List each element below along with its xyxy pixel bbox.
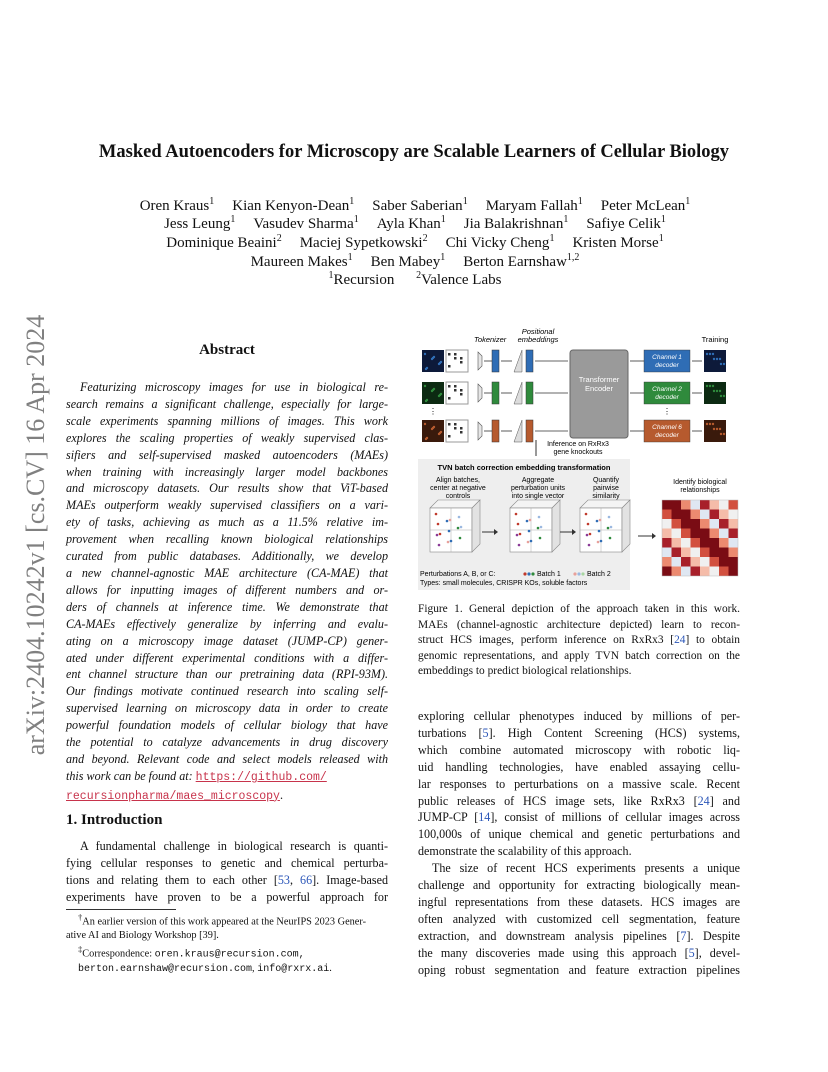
svg-text:Encoder: Encoder [585, 384, 613, 393]
heatmap-cell [691, 567, 701, 577]
input-image-tiles [422, 350, 468, 442]
arxiv-identifier: arXiv:2404.10242v1 [cs.CV] 16 Apr 2024 [21, 314, 50, 756]
heatmap-cell [681, 567, 691, 577]
heatmap-cell [729, 519, 739, 529]
heatmap-cell [672, 567, 682, 577]
svg-text:gene knockouts: gene knockouts [553, 449, 603, 456]
svg-text:decoder: decoder [655, 432, 679, 439]
svg-text:Inference on RxRx3: Inference on RxRx3 [547, 441, 609, 448]
svg-text:⋮: ⋮ [429, 407, 437, 416]
heatmap-cell [681, 500, 691, 510]
svg-text:⋮: ⋮ [663, 407, 671, 416]
heatmap-cell [681, 519, 691, 529]
heatmap-cell [719, 557, 729, 567]
heatmap-cell [719, 538, 729, 548]
positional-label: Positional [521, 327, 555, 336]
heatmap-cell [729, 557, 739, 567]
author-name: Safiye Celik$^1$ [586, 214, 666, 232]
citation-link[interactable]: 53 [277, 872, 290, 887]
heatmap-cell [710, 548, 720, 558]
heatmap-cell [691, 529, 701, 539]
heatmap-cell [672, 538, 682, 548]
author-name: Maureen Makes$^1$ [250, 252, 353, 270]
heatmap-cell [681, 557, 691, 567]
heatmap-cell [700, 557, 710, 567]
heatmap-cell [672, 557, 682, 567]
heatmap-cell [729, 567, 739, 577]
heatmap-cell [719, 510, 729, 520]
heatmap-cell [719, 500, 729, 510]
token-sequence [492, 382, 499, 404]
heatmap-cell [729, 510, 739, 520]
abstract-heading: Abstract [199, 342, 255, 358]
heatmap-cell [662, 538, 672, 548]
token-sequence [492, 420, 499, 442]
author-name: Dominique Beaini$^2$ [166, 233, 282, 251]
heatmap-cell [719, 567, 729, 577]
heatmap-cell [700, 510, 710, 520]
svg-text:Transformer: Transformer [578, 375, 620, 384]
author-row [60, 214, 770, 233]
heatmap-cell [700, 548, 710, 558]
heatmap-cell [662, 510, 672, 520]
heatmap-cell [662, 519, 672, 529]
author-name: Saber Saberian$^1$ [372, 196, 468, 214]
author-name: Maciej Sypetkowski$^2$ [299, 233, 428, 251]
svg-text:Quantifypairwisesimilarity: Quantify pairwise similarity [592, 477, 620, 500]
heatmap-cell [691, 538, 701, 548]
heatmap-cell [729, 538, 739, 548]
channel-decoders [630, 350, 702, 442]
figure-1-caption: Figure 1. General depiction of the approach taken in this work. MAEs (channel-agnostic architecture depicted) learn to recon- struct HCS images, perform inference on RxRx3 [24] to obtain genomic representations, and apply TVN batch correction on the embeddings to predict biological relationships. [418, 603, 740, 678]
heatmap-cell [662, 548, 672, 558]
citation-link[interactable]: 24 [697, 793, 710, 808]
svg-text:Batch 1: Batch 1 [537, 571, 561, 578]
citation-link[interactable]: 24 [674, 634, 686, 647]
author-name: Maryam Fallah$^1$ [485, 196, 583, 214]
svg-text:decoder: decoder [655, 394, 679, 401]
tokenized-patches [478, 350, 568, 442]
heatmap-cell [691, 510, 701, 520]
heatmap-cell [729, 548, 739, 558]
footnotes: †An earlier version of this work appeared at the NeurIPS 2023 Gener- ative AI and Biology Workshop [39]. ‡Correspondence: oren.kraus@recursion.com, berton.earnshaw@recursion.com, info@rxrx.ai. [66, 912, 367, 975]
author-row [60, 233, 770, 252]
heatmap-cell [662, 500, 672, 510]
heatmap-cell [672, 529, 682, 539]
heatmap-cell [672, 500, 682, 510]
heatmap-cell [710, 529, 720, 539]
heatmap-cell [710, 567, 720, 577]
heatmap-cell [710, 510, 720, 520]
footnote-rule [66, 909, 176, 910]
training-label: Training [701, 335, 729, 344]
author-name: Chi Vicky Cheng$^1$ [445, 233, 555, 251]
heatmap-cell [700, 538, 710, 548]
heatmap-cell [710, 519, 720, 529]
author-name: Jia Balakrishnan$^1$ [463, 214, 569, 232]
heatmap-cell [691, 500, 701, 510]
perturbation-types: Types: small molecules, CRISPR KOs, soluble factors [420, 580, 588, 587]
affiliations: $^1$Recursion $^2$Valence Labs [328, 270, 502, 288]
email-link[interactable]: berton.earnshaw@recursion.com [78, 963, 253, 975]
heatmap-cell [719, 519, 729, 529]
heatmap-cell [710, 538, 720, 548]
svg-text:Batch 2: Batch 2 [587, 571, 611, 578]
svg-text:Channel 1: Channel 1 [652, 354, 682, 361]
author-row [60, 196, 770, 215]
heatmap-cell [710, 500, 720, 510]
email-link[interactable]: oren.kraus@recursion.com, [154, 949, 305, 961]
citation-link[interactable]: 5 [482, 725, 489, 740]
token-sequence [492, 350, 499, 372]
heatmap-cell [700, 519, 710, 529]
heatmap-cell [719, 548, 729, 558]
heatmap-cell [729, 500, 739, 510]
citation-link[interactable]: 5 [688, 945, 695, 960]
author-name: Berton Earnshaw$^{1,2}$ [463, 252, 580, 270]
abstract-body: Featurizing microscopy images for use in biological re- search remains a significant challenge, especially for large- scale experiments spanning millions of images. This work explores the scaling properties of weakly supervised clas- sifiers and self-supervised masked autoencoders (MAEs) when training with increasingly larger model backbones and microscopy datasets. Our results show that ViT-based MAEs outperform weakly supervised classifiers on a vari- ety of tasks, achieving as much as a 11.5% relative im- provement when recalling known biological relationships curated from public databases. Additionally, we develop a new channel-agnostic MAE architecture (CA-MAE) that allows for inputting images of different numbers and or- ders of channels at inference time. We demonstrate that CA-MAEs effectively generalize by inferring and evalu- ating on a microscopy image dataset (JUMP-CP) gener- ated under different experimental conditions with a differ- ent channel structure than our pretraining data (RPI-93M). Our findings motivate continued research into scaling self- supervised learning on microscopy data in order to create powerful foundation models of cellular biology that have the potential to catalyze advancements in drug discovery and beyond. Relevant code and select models released with this work can be found at: https://github.com/ recursionpharma/maes_microscopy. [66, 380, 388, 803]
heatmap-cell [662, 567, 672, 577]
heatmap-cell [710, 557, 720, 567]
embedding-cube [430, 500, 480, 552]
heatmap-cell [691, 557, 701, 567]
heatmap-cell [681, 529, 691, 539]
author-name: Ben Mabey$^1$ [370, 252, 446, 270]
author-name: Vasudev Sharma$^1$ [253, 214, 359, 232]
embeddings-label: embeddings [517, 335, 559, 344]
author-name: Jess Leung$^1$ [164, 214, 236, 232]
email-link[interactable]: info@rxrx.ai [257, 963, 330, 975]
author-name: Kian Kenyon-Dean$^1$ [232, 196, 355, 214]
heatmap-cell [672, 519, 682, 529]
svg-text:Aggregateperturbation unitsint: Aggregate perturbation units into single vector [510, 477, 566, 500]
code-repository-link[interactable]: https://github.com/ [195, 770, 327, 784]
heatmap-cell [681, 510, 691, 520]
figure-1-diagram [418, 322, 740, 600]
heatmap-cell [672, 548, 682, 558]
introduction-text-continued: exploring cellular phenotypes induced by millions of per- turbations [5]. High Content Screening (HCS) systems, which combine automated microscopy with robotic liq- uid handling technologies, have enabled assaying cellu- lar responses to perturbations on a massive scale. Recent public releases of HCS image sets, like RxRx3 [24] and JUMP-CP [14], consist of millions of cellular images across 100,000s of unique chemical and genetic perturbations and demonstrate the scalability of this approach. The size of recent HCS experiments presents a unique challenge and opportunity for extracting biologically mean- ingful representations from these datasets. HCS images are often analyzed with customized cell segmentation, feature extraction, and downstream analysis pipelines [7]. Despite the many discoveries made using this approach [5], devel- oping robust segmentation and feature extraction pipelines [418, 709, 741, 977]
heatmap-cell [681, 548, 691, 558]
section-heading-introduction: 1. Introduction [66, 812, 163, 828]
tokenizer-label: Tokenizer [474, 335, 507, 344]
tvn-title: TVN batch correction embedding transformation [437, 463, 611, 472]
heatmap-cell [729, 529, 739, 539]
relationship-heatmap [662, 500, 738, 576]
svg-text:decoder: decoder [655, 362, 679, 369]
heatmap-cell [700, 500, 710, 510]
author-name: Kristen Morse$^1$ [572, 233, 664, 251]
heatmap-cell [700, 529, 710, 539]
svg-text:Channel 6: Channel 6 [652, 424, 682, 431]
author-name: Peter McLean$^1$ [600, 196, 691, 214]
reconstructed-image-tiles [704, 350, 726, 442]
author-name: Ayla Khan$^1$ [376, 214, 446, 232]
introduction-text: A fundamental challenge in biological research is quanti- fying cellular responses to genetic and chemical perturba- tions and relating them to each other [53, 66]. Image-based experiments have proven to be a powerful approach for [66, 839, 389, 904]
paper-title: Masked Autoencoders for Microscopy are Scalable Learners of Cellular Biology [98, 142, 730, 162]
svg-text:Align batches,center at negati: Align batches, center at negative controls [430, 477, 486, 500]
svg-text:Channel 2: Channel 2 [652, 386, 682, 393]
heatmap-cell [691, 519, 701, 529]
heatmap-cell [691, 548, 701, 558]
citation-link[interactable]: 14 [478, 810, 491, 825]
transformer-encoder-box [570, 350, 628, 438]
heatmap-cell [662, 557, 672, 567]
heatmap-cell [719, 529, 729, 539]
embedding-space-cubes [430, 500, 630, 552]
citation-link[interactable]: 66 [300, 872, 313, 887]
svg-text:Identify biologicalrelationshi: Identify biological relationships [673, 479, 727, 494]
heatmap-cell [700, 567, 710, 577]
author-row [60, 252, 770, 271]
code-repository-link-continued[interactable]: recursionpharma/maes_microscopy [66, 789, 280, 803]
heatmap-cell [662, 529, 672, 539]
perturbation-legend: Perturbations A, B, or C: [420, 571, 496, 578]
embedding-cube [580, 500, 630, 552]
author-name: Oren Kraus$^1$ [139, 196, 215, 214]
citation-link[interactable]: 7 [680, 928, 687, 943]
embedding-cube [510, 500, 560, 552]
heatmap-cell [681, 538, 691, 548]
heatmap-cell [672, 510, 682, 520]
